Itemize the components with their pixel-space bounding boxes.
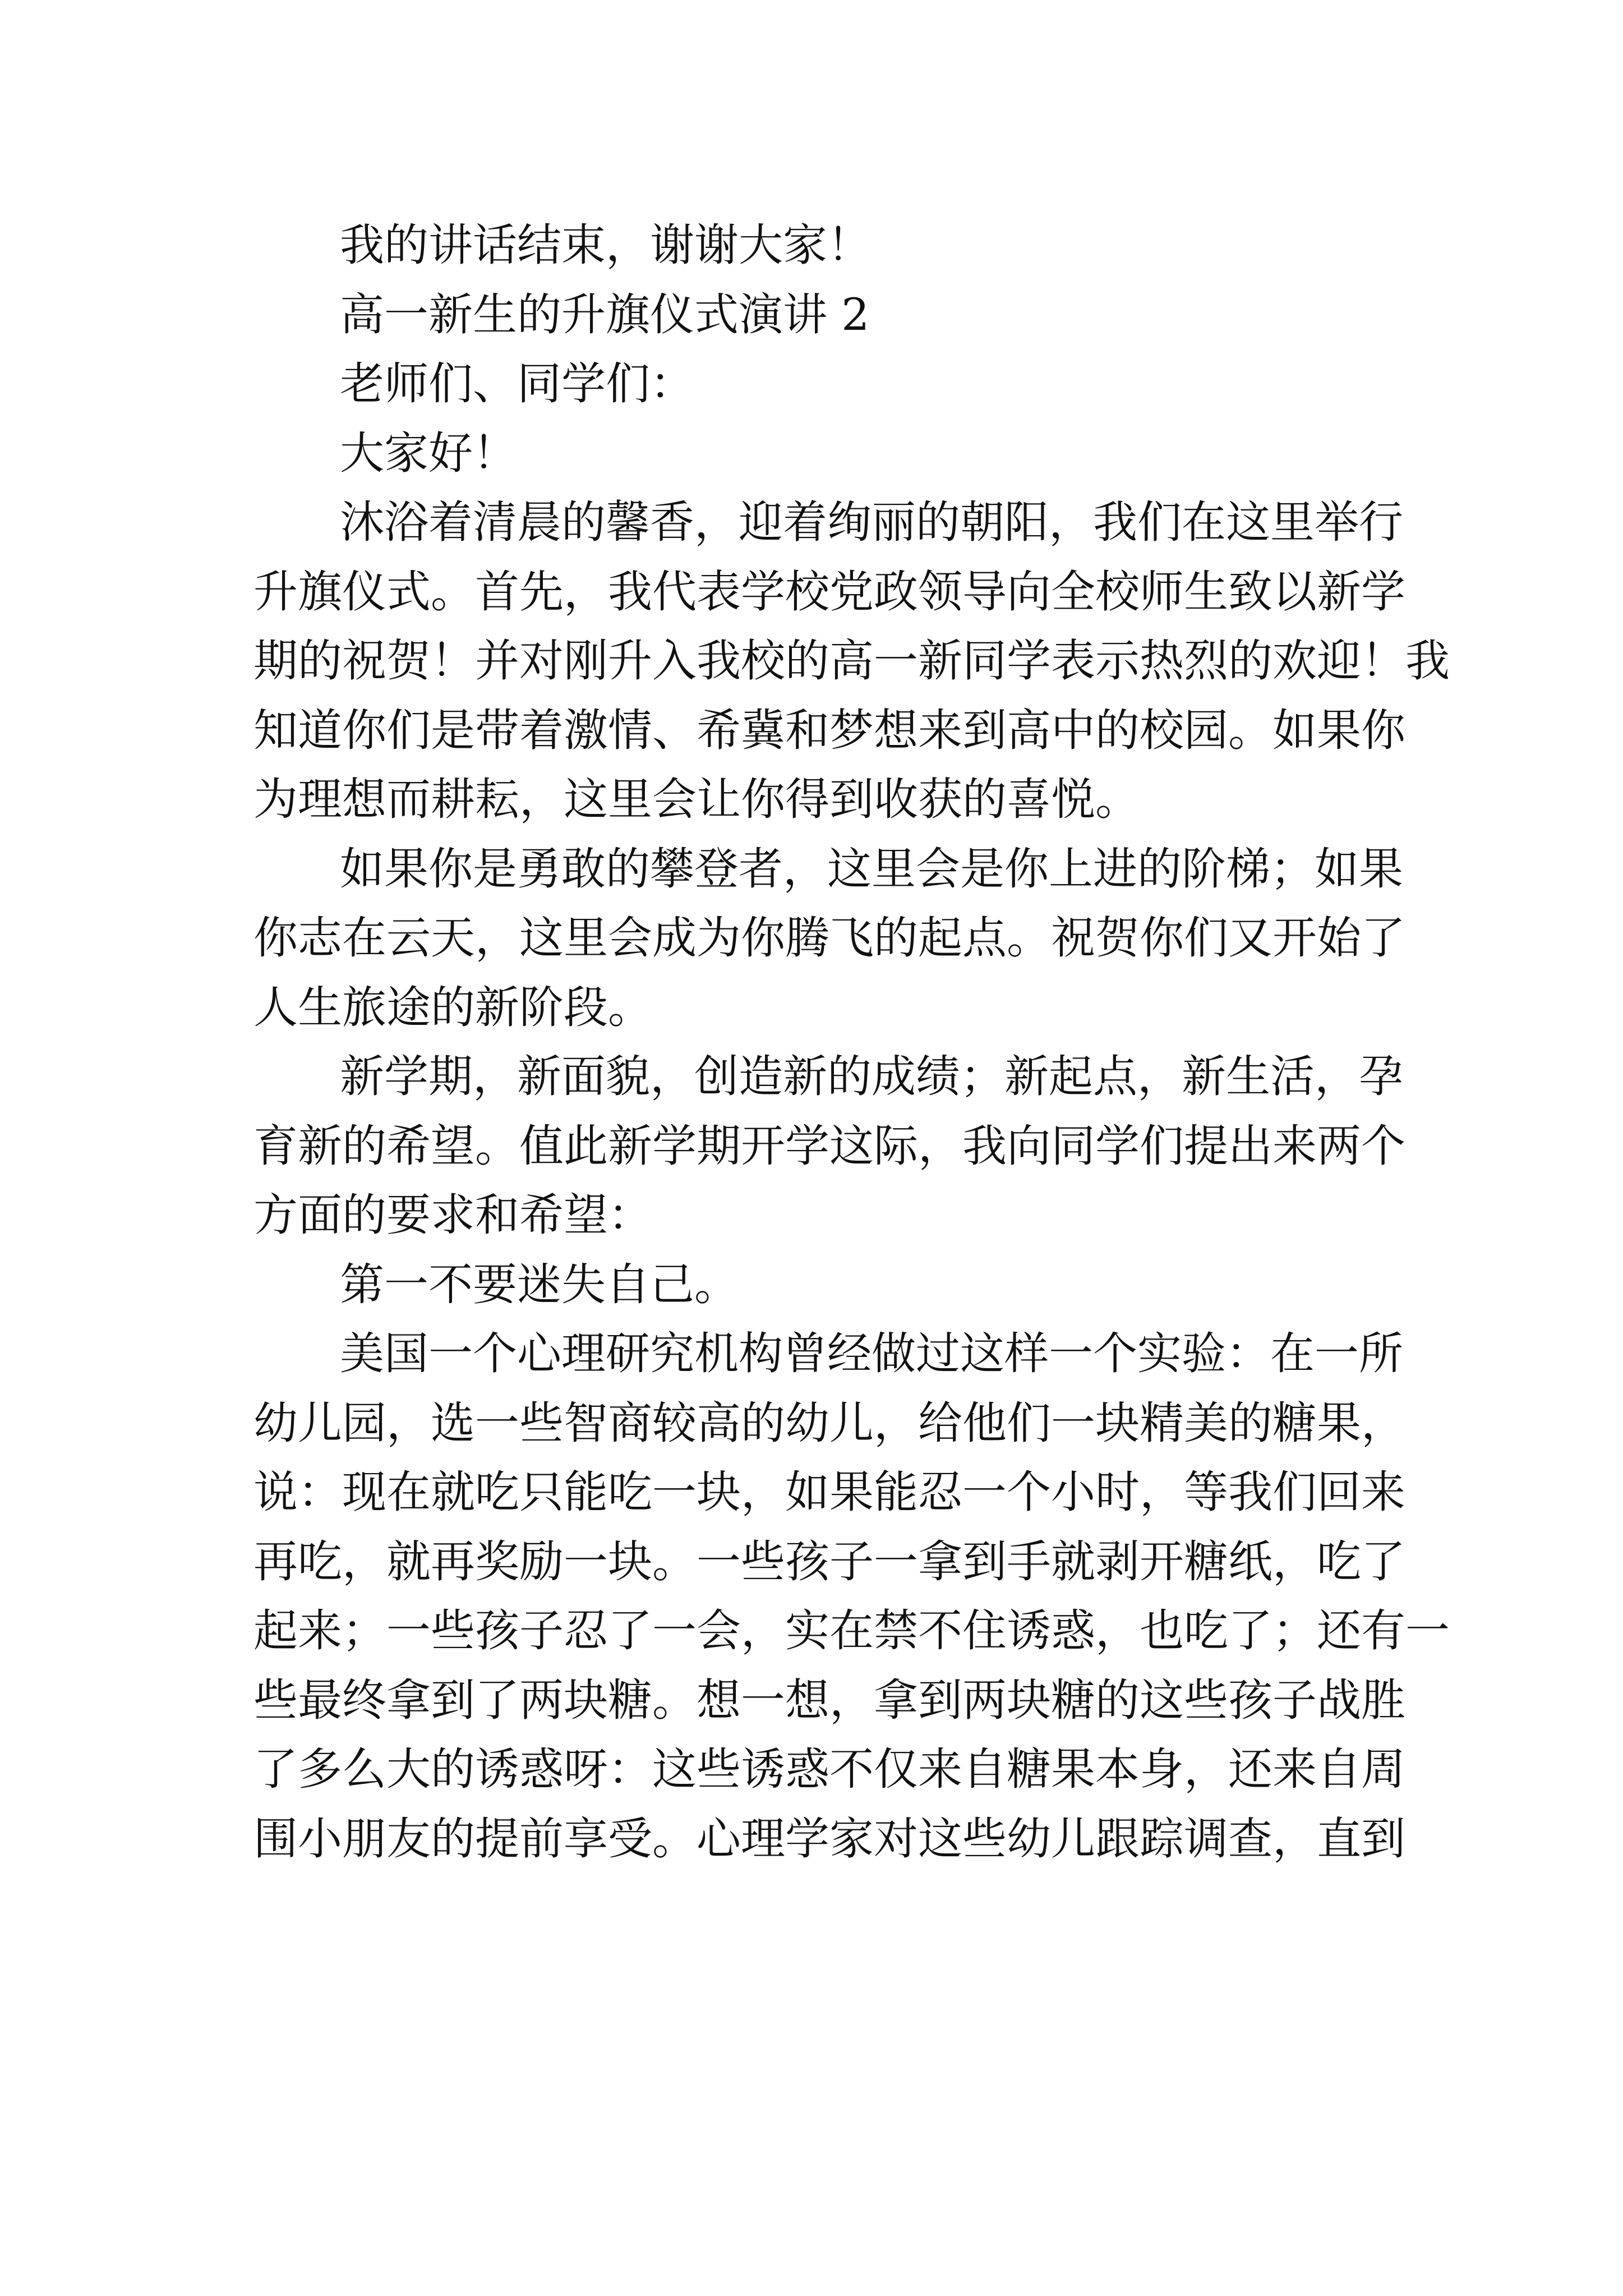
text-line: 新学期，新面貌，创造新的成绩；新起点，新生活，孕: [340, 1051, 1403, 1102]
text-line: 升旗仪式。首先，我代表学校党政领导向全校师生致以新学: [253, 565, 1405, 618]
text-line: 幼儿园，选一些智商较高的幼儿，给他们一块精美的糖果，: [253, 1397, 1405, 1449]
text-line: 如果你是勇敢的攀登者，这里会是你上进的阶梯；如果: [340, 843, 1403, 895]
speech-title: [253, 280, 1375, 350]
text-line: 说：现在就吃只能吃一块，如果能忍一个小时，等我们回来: [253, 1466, 1405, 1518]
text-line: 些最终拿到了两块糖。想一想，拿到两块糖的这些孩子战胜: [253, 1674, 1405, 1726]
text-line: 老师们、同学们：: [340, 358, 694, 409]
document-body: [253, 211, 1450, 1874]
text-line: 了多么大的诱惑呀：这些诱惑不仅来自糖果本身，还来自周: [253, 1743, 1405, 1795]
text-line: 我的讲话结束，谢谢大家！: [340, 219, 872, 271]
text-line: 沐浴着清晨的馨香，迎着绚丽的朝阳，我们在这里举行: [340, 496, 1403, 548]
text-line: 你志在云天，这里会成为你腾飞的起点。祝贺你们又开始了: [253, 912, 1405, 964]
text-line: 大家好！: [340, 427, 517, 479]
body-paragraph: [253, 835, 1405, 1043]
text-line: 第一不要迷失自己。: [340, 1258, 739, 1310]
body-paragraph: [253, 1319, 1450, 1874]
salutation: [253, 349, 1375, 419]
text-line: 起来；一些孩子忍了一会，实在禁不住诱惑，也吃了；还有一: [253, 1605, 1450, 1657]
text-line: 人生旅途的新阶段。: [253, 981, 652, 1033]
text-line: 育新的希望。值此新学期开学这际，我向同学们提出来两个: [253, 1120, 1405, 1172]
text-line: 知道你们是带着激情、希冀和梦想来到高中的校园。如果你: [253, 704, 1405, 756]
text-line: 为理想而耕耘，这里会让你得到收获的喜悦。: [253, 774, 1140, 825]
text-line: 方面的要求和希望：: [253, 1189, 652, 1241]
body-paragraph: [253, 488, 1450, 835]
body-paragraph: [253, 1042, 1405, 1250]
text-line: 再吃，就再奖励一块。一些孩子一拿到手就剥开糖纸，吃了: [253, 1535, 1405, 1588]
greeting: [253, 419, 1375, 489]
text-line: 高一新生的升旗仪式演讲 2: [340, 288, 870, 341]
text-line: 期的祝贺！并对刚升入我校的高一新同学表示热烈的欢迎！我: [253, 635, 1450, 687]
text-line: 围小朋友的提前享受。心理学家对这些幼儿跟踪调查，直到: [253, 1812, 1405, 1865]
section-heading: [253, 1250, 1375, 1320]
text-line: 美国一个心理研究机构曾经做过这样一个实验：在一所: [340, 1328, 1403, 1379]
closing-paragraph: [253, 211, 1375, 280]
